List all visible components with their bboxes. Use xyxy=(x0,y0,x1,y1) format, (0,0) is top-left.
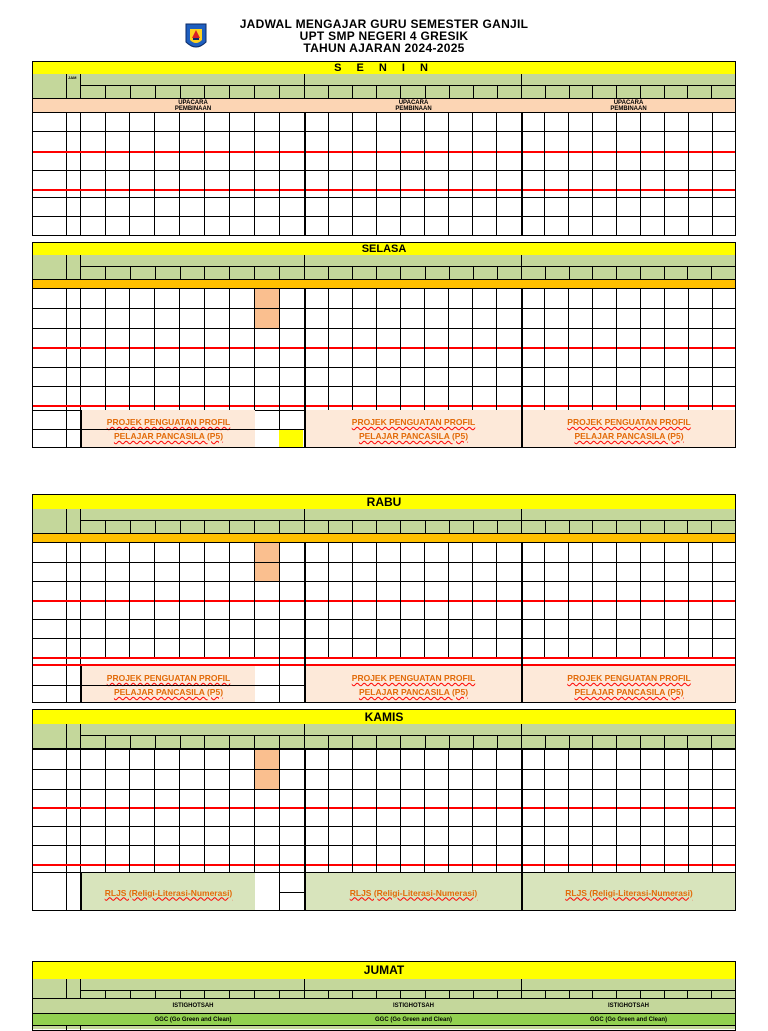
selasa-grid xyxy=(33,289,735,448)
jam-label: JAM xyxy=(68,75,77,80)
p5-block: PROJEK PENGUATAN PROFIL PELAJAR PANCASILA (P5) xyxy=(522,666,735,703)
p5-block: PROJEK PENGUATAN PROFIL PELAJAR PANCASILA (P5) xyxy=(522,410,735,448)
rabu-grid xyxy=(33,543,735,703)
day-title-jumat: JUMAT xyxy=(33,962,735,980)
senin-grid xyxy=(33,113,735,236)
p5-block: PROJEK PENGUATAN PROFIL PELAJAR PANCASILA (P5) xyxy=(305,410,521,448)
day-kamis xyxy=(32,709,736,911)
istighotsah-band: ISTIGHOTSAH ISTIGHOTSAH ISTIGHOTSAH xyxy=(33,998,735,1014)
day-title-rabu: RABU xyxy=(33,495,735,510)
p5-block: PROJEK PENGUATAN PROFIL PELAJAR PANCASILA (P5) xyxy=(81,666,255,703)
title-line-2: UPT SMP NEGERI 4 GRESIK xyxy=(299,29,469,43)
rljs-block: RLJS (Religi-Literasi-Numerasi) xyxy=(522,873,735,911)
day-title-selasa: SELASA xyxy=(33,243,735,256)
rljs-block: RLJS (Religi-Literasi-Numerasi) xyxy=(305,873,521,911)
day-jumat xyxy=(32,961,736,1031)
day-title-kamis: KAMIS xyxy=(33,710,735,725)
kamis-grid xyxy=(33,750,735,911)
document-header xyxy=(0,16,768,58)
ggc-band: GGC (Go Green and Clean) GGC (Go Green and Clean) GGC (Go Green and Clean) xyxy=(33,1013,735,1026)
title-line-1: JADWAL MENGAJAR GURU SEMESTER GANJIL xyxy=(239,17,529,31)
day-rabu xyxy=(32,494,736,703)
day-selasa xyxy=(32,242,736,448)
day-title-senin: S E N I N xyxy=(33,62,735,75)
title-line-3: TAHUN AJARAN 2024-2025 xyxy=(303,41,465,55)
p5-block: PROJEK PENGUATAN PROFIL PELAJAR PANCASILA (P5) xyxy=(305,666,521,703)
rljs-block: RLJS (Religi-Literasi-Numerasi) xyxy=(81,873,255,911)
upacara-band: UPACARA UPACARA UPACARA PEMBINAAN PEMBINAAN PEMBINAAN xyxy=(33,98,735,113)
p5-block: PROJEK PENGUATAN PROFIL PELAJAR PANCASILA (P5) xyxy=(81,410,255,448)
day-senin xyxy=(32,61,736,236)
